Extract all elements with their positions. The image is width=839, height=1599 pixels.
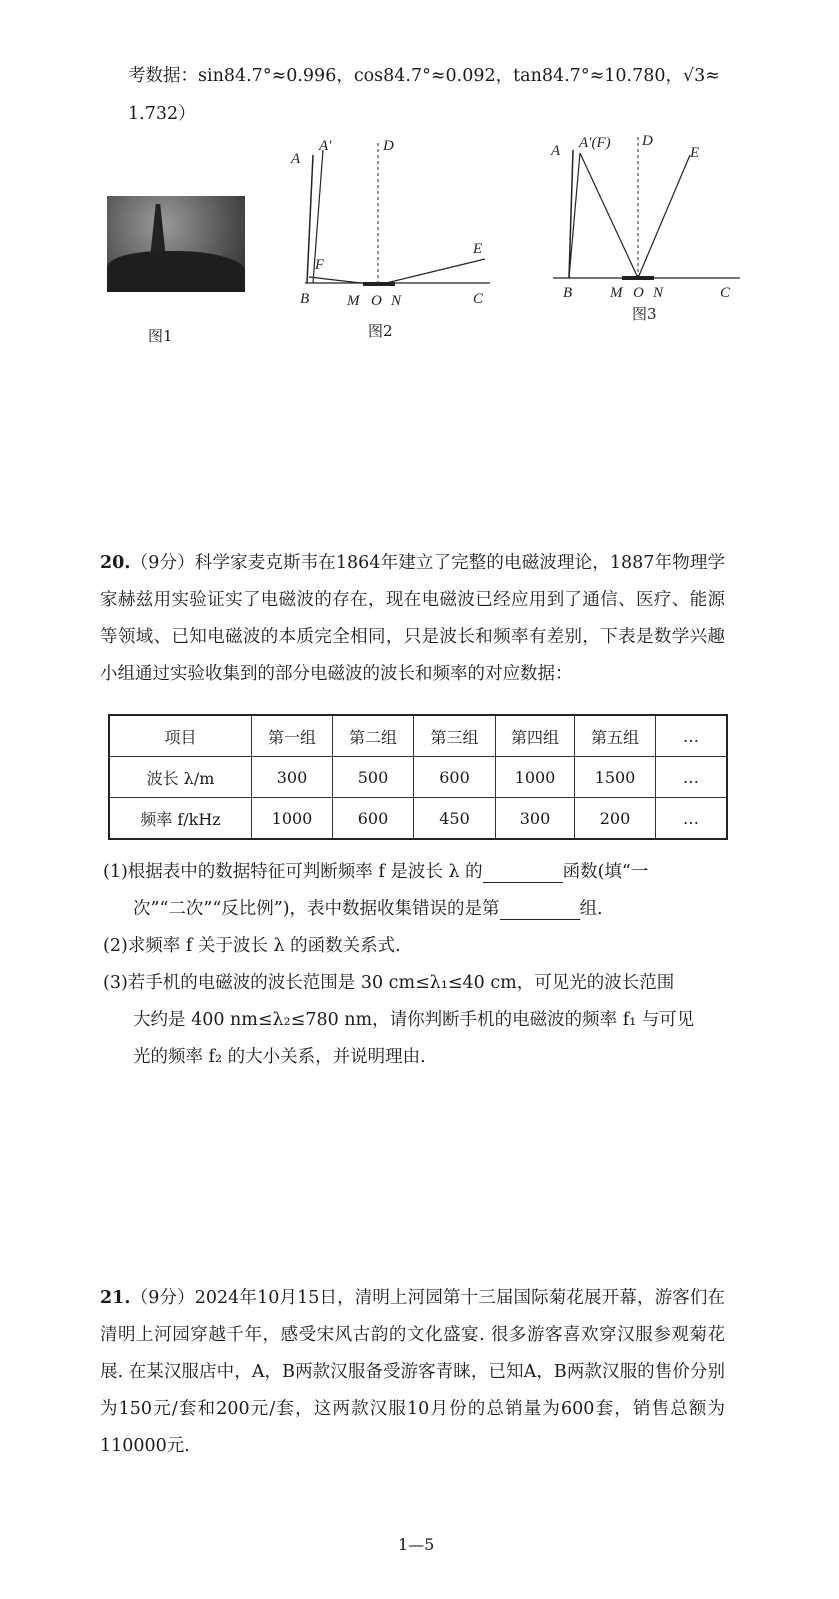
fig3-label-d: D bbox=[642, 133, 653, 149]
question-20-part3-line3: 光的频率 f₂ 的大小关系，并说明理由. bbox=[133, 1047, 426, 1067]
table-header-cell: 第二组 bbox=[333, 715, 414, 757]
reference-data-line1: 考数据：sin84.7°≈0.996，cos84.7°≈0.092，tan84.7°≈10.780，√3≈ bbox=[128, 66, 720, 86]
table-row bbox=[109, 798, 727, 840]
fig3-label-c: C bbox=[720, 285, 731, 301]
fig3-label-n: N bbox=[653, 285, 664, 301]
reference-data-line2: 1.732） bbox=[128, 104, 196, 124]
table-cell: 300 bbox=[496, 798, 575, 840]
question-20-part2: (2)求频率 f 关于波长 λ 的函数关系式. bbox=[103, 936, 401, 956]
fig3-label-o: O bbox=[633, 285, 644, 301]
figure-2-caption: 图2 bbox=[368, 322, 393, 340]
question-20-number: 20. bbox=[100, 553, 131, 573]
question-20-part3-line2: 大约是 400 nm≤λ₂≤780 nm，请你判断手机的电磁波的频率 f₁ 与可见 bbox=[133, 1010, 695, 1030]
fig3-label-e: E bbox=[690, 145, 700, 161]
question-21 bbox=[100, 1280, 725, 1465]
fig2-label-m: M bbox=[347, 293, 360, 309]
fig2-label-a: A bbox=[291, 151, 301, 167]
table-header-cell: 第三组 bbox=[414, 715, 496, 757]
page-number: 1—5 bbox=[398, 1535, 435, 1554]
table-cell: 450 bbox=[414, 798, 496, 840]
part1-text-cont: 函数(填“一 bbox=[562, 862, 649, 882]
table-cell: 频率 f/kHz bbox=[109, 798, 252, 840]
answer-blank[interactable] bbox=[500, 899, 580, 920]
table-cell: 1000 bbox=[496, 757, 575, 798]
fig2-label-o: O bbox=[371, 293, 382, 309]
figure-3-diagram bbox=[545, 125, 745, 310]
part1-text-end: 组. bbox=[579, 899, 603, 919]
table-cell: 300 bbox=[252, 757, 333, 798]
fig2-label-e: E bbox=[473, 241, 483, 257]
fig2-label-n: N bbox=[391, 293, 402, 309]
question-20-text: （9分）科学家麦克斯韦在1864年建立了完整的电磁波理论，1887年物理学家赫兹用实验证实了电磁波的存在，现在电磁波已经应用到了通信、医疗、能源等领域、已知电磁波的本质完全相同，只是波长和频率有差别，下表是数学兴趣小组通过实验收集到的部分电磁波的波长和频率的对应数据： bbox=[100, 553, 725, 684]
table-cell: 500 bbox=[333, 757, 414, 798]
part1-text: (1)根据表中的数据特征可判断频率 f 是波长 λ 的 bbox=[103, 862, 483, 882]
table-header-cell: 第一组 bbox=[252, 715, 333, 757]
table-cell: 200 bbox=[575, 798, 656, 840]
table-cell: 600 bbox=[414, 757, 496, 798]
fig3-label-m: M bbox=[610, 285, 623, 301]
fig2-label-b: B bbox=[300, 291, 310, 307]
question-20-part3-line1: (3)若手机的电磁波的波长范围是 30 cm≤λ₁≤40 cm，可见光的波长范围 bbox=[103, 973, 675, 993]
figure-2-diagram bbox=[285, 135, 495, 320]
question-21-text: （9分）2024年10月15日，清明上河园第十三届国际菊花展开幕，游客们在清明上河园穿越千年，感受宋风古韵的文化盛宴. 很多游客喜欢穿汉服参观菊花展. 在某汉服店中，A，B两款汉服备受游客青睐，已知A，B两款汉服的售价分别为150元/套和200元/套，这两款汉服10月份的总销量为600套，销售总额为110000元. bbox=[100, 1288, 725, 1456]
table-header-cell: 第四组 bbox=[496, 715, 575, 757]
fig2-label-a-prime: A′ bbox=[319, 138, 332, 154]
table-header-cell: 第五组 bbox=[575, 715, 656, 757]
table-cell: … bbox=[656, 757, 728, 798]
table-cell: … bbox=[656, 798, 728, 840]
table-header-cell: 项目 bbox=[109, 715, 252, 757]
table-cell: 1000 bbox=[252, 798, 333, 840]
fig3-label-a: A bbox=[551, 143, 561, 159]
figure-1-photo bbox=[107, 196, 245, 292]
figure-3-caption: 图3 bbox=[632, 305, 657, 323]
question-20-intro bbox=[100, 545, 725, 693]
question-20-part1-line1 bbox=[103, 858, 648, 883]
trees-silhouette bbox=[107, 251, 245, 292]
wavelength-frequency-table bbox=[108, 714, 728, 840]
fig2-label-f: F bbox=[315, 257, 325, 273]
part1-text-2: 次”“二次”“反比例”)，表中数据收集错误的是第 bbox=[133, 899, 500, 919]
table-row bbox=[109, 757, 727, 798]
fig2-label-c: C bbox=[473, 291, 484, 307]
table-cell: 1500 bbox=[575, 757, 656, 798]
question-21-number: 21. bbox=[100, 1288, 131, 1308]
figure-1-caption: 图1 bbox=[148, 327, 173, 345]
fig3-label-a-prime-f: A′(F) bbox=[579, 135, 611, 151]
answer-blank[interactable] bbox=[483, 862, 563, 883]
table-header-cell: … bbox=[656, 715, 728, 757]
table-cell: 波长 λ/m bbox=[109, 757, 252, 798]
fig2-label-d: D bbox=[383, 138, 394, 154]
table-cell: 600 bbox=[333, 798, 414, 840]
table-header-row bbox=[109, 715, 727, 757]
fig3-label-b: B bbox=[563, 285, 573, 301]
question-20-part1-line2 bbox=[133, 895, 603, 920]
